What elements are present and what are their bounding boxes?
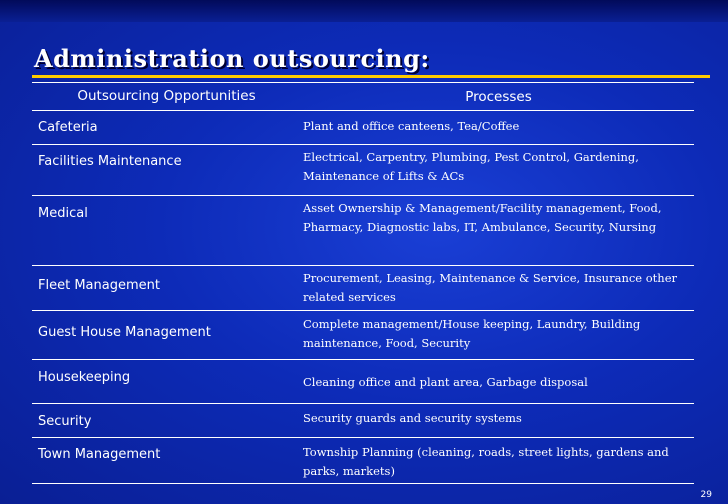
process-cell: Procurement, Leasing, Maintenance & Service, Insurance other related services [303,271,678,304]
process-cell: Security guards and security systems [303,411,522,425]
header-opportunities: Outsourcing Opportunities [77,88,256,104]
slide-title: Administration outsourcing: [34,44,430,73]
opportunity-cell: Housekeeping [38,370,131,385]
outsourcing-table [32,82,694,484]
opportunity-cell: Fleet Management [38,278,160,293]
top-band [0,0,728,22]
table-row [32,196,694,266]
title-underline [32,75,710,78]
process-cell: Plant and office canteens, Tea/Coffee [303,119,520,133]
opportunity-cell: Guest House Management [38,325,211,340]
process-cell: Township Planning (cleaning, roads, street lights, gardens and parks, markets) [303,445,669,478]
opportunity-cell: Medical [38,206,88,221]
header-processes: Processes [465,89,532,105]
page-number: 29 [700,490,712,500]
opportunity-cell: Facilities Maintenance [38,154,182,169]
process-cell: Complete management/House keeping, Laundry, Building maintenance, Food, Security [303,317,641,350]
process-cell: Cleaning office and plant area, Garbage disposal [303,375,588,389]
table-row [32,266,694,311]
table-row [32,111,694,145]
process-cell: Asset Ownership & Management/Facility management, Food, Pharmacy, Diagnostic labs, IT, Ambulance, Security, Nursing [303,201,662,234]
table-row [32,404,694,438]
process-cell: Electrical, Carpentry, Plumbing, Pest Control, Gardening, Maintenance of Lifts & ACs [303,150,639,183]
opportunity-cell: Town Management [38,447,161,462]
table-row [32,145,694,196]
table-row [32,360,694,404]
opportunity-cell: Security [38,414,92,429]
table-row [32,311,694,360]
table-row [32,438,694,484]
opportunity-cell: Cafeteria [38,120,98,135]
table-header-row [32,83,694,111]
